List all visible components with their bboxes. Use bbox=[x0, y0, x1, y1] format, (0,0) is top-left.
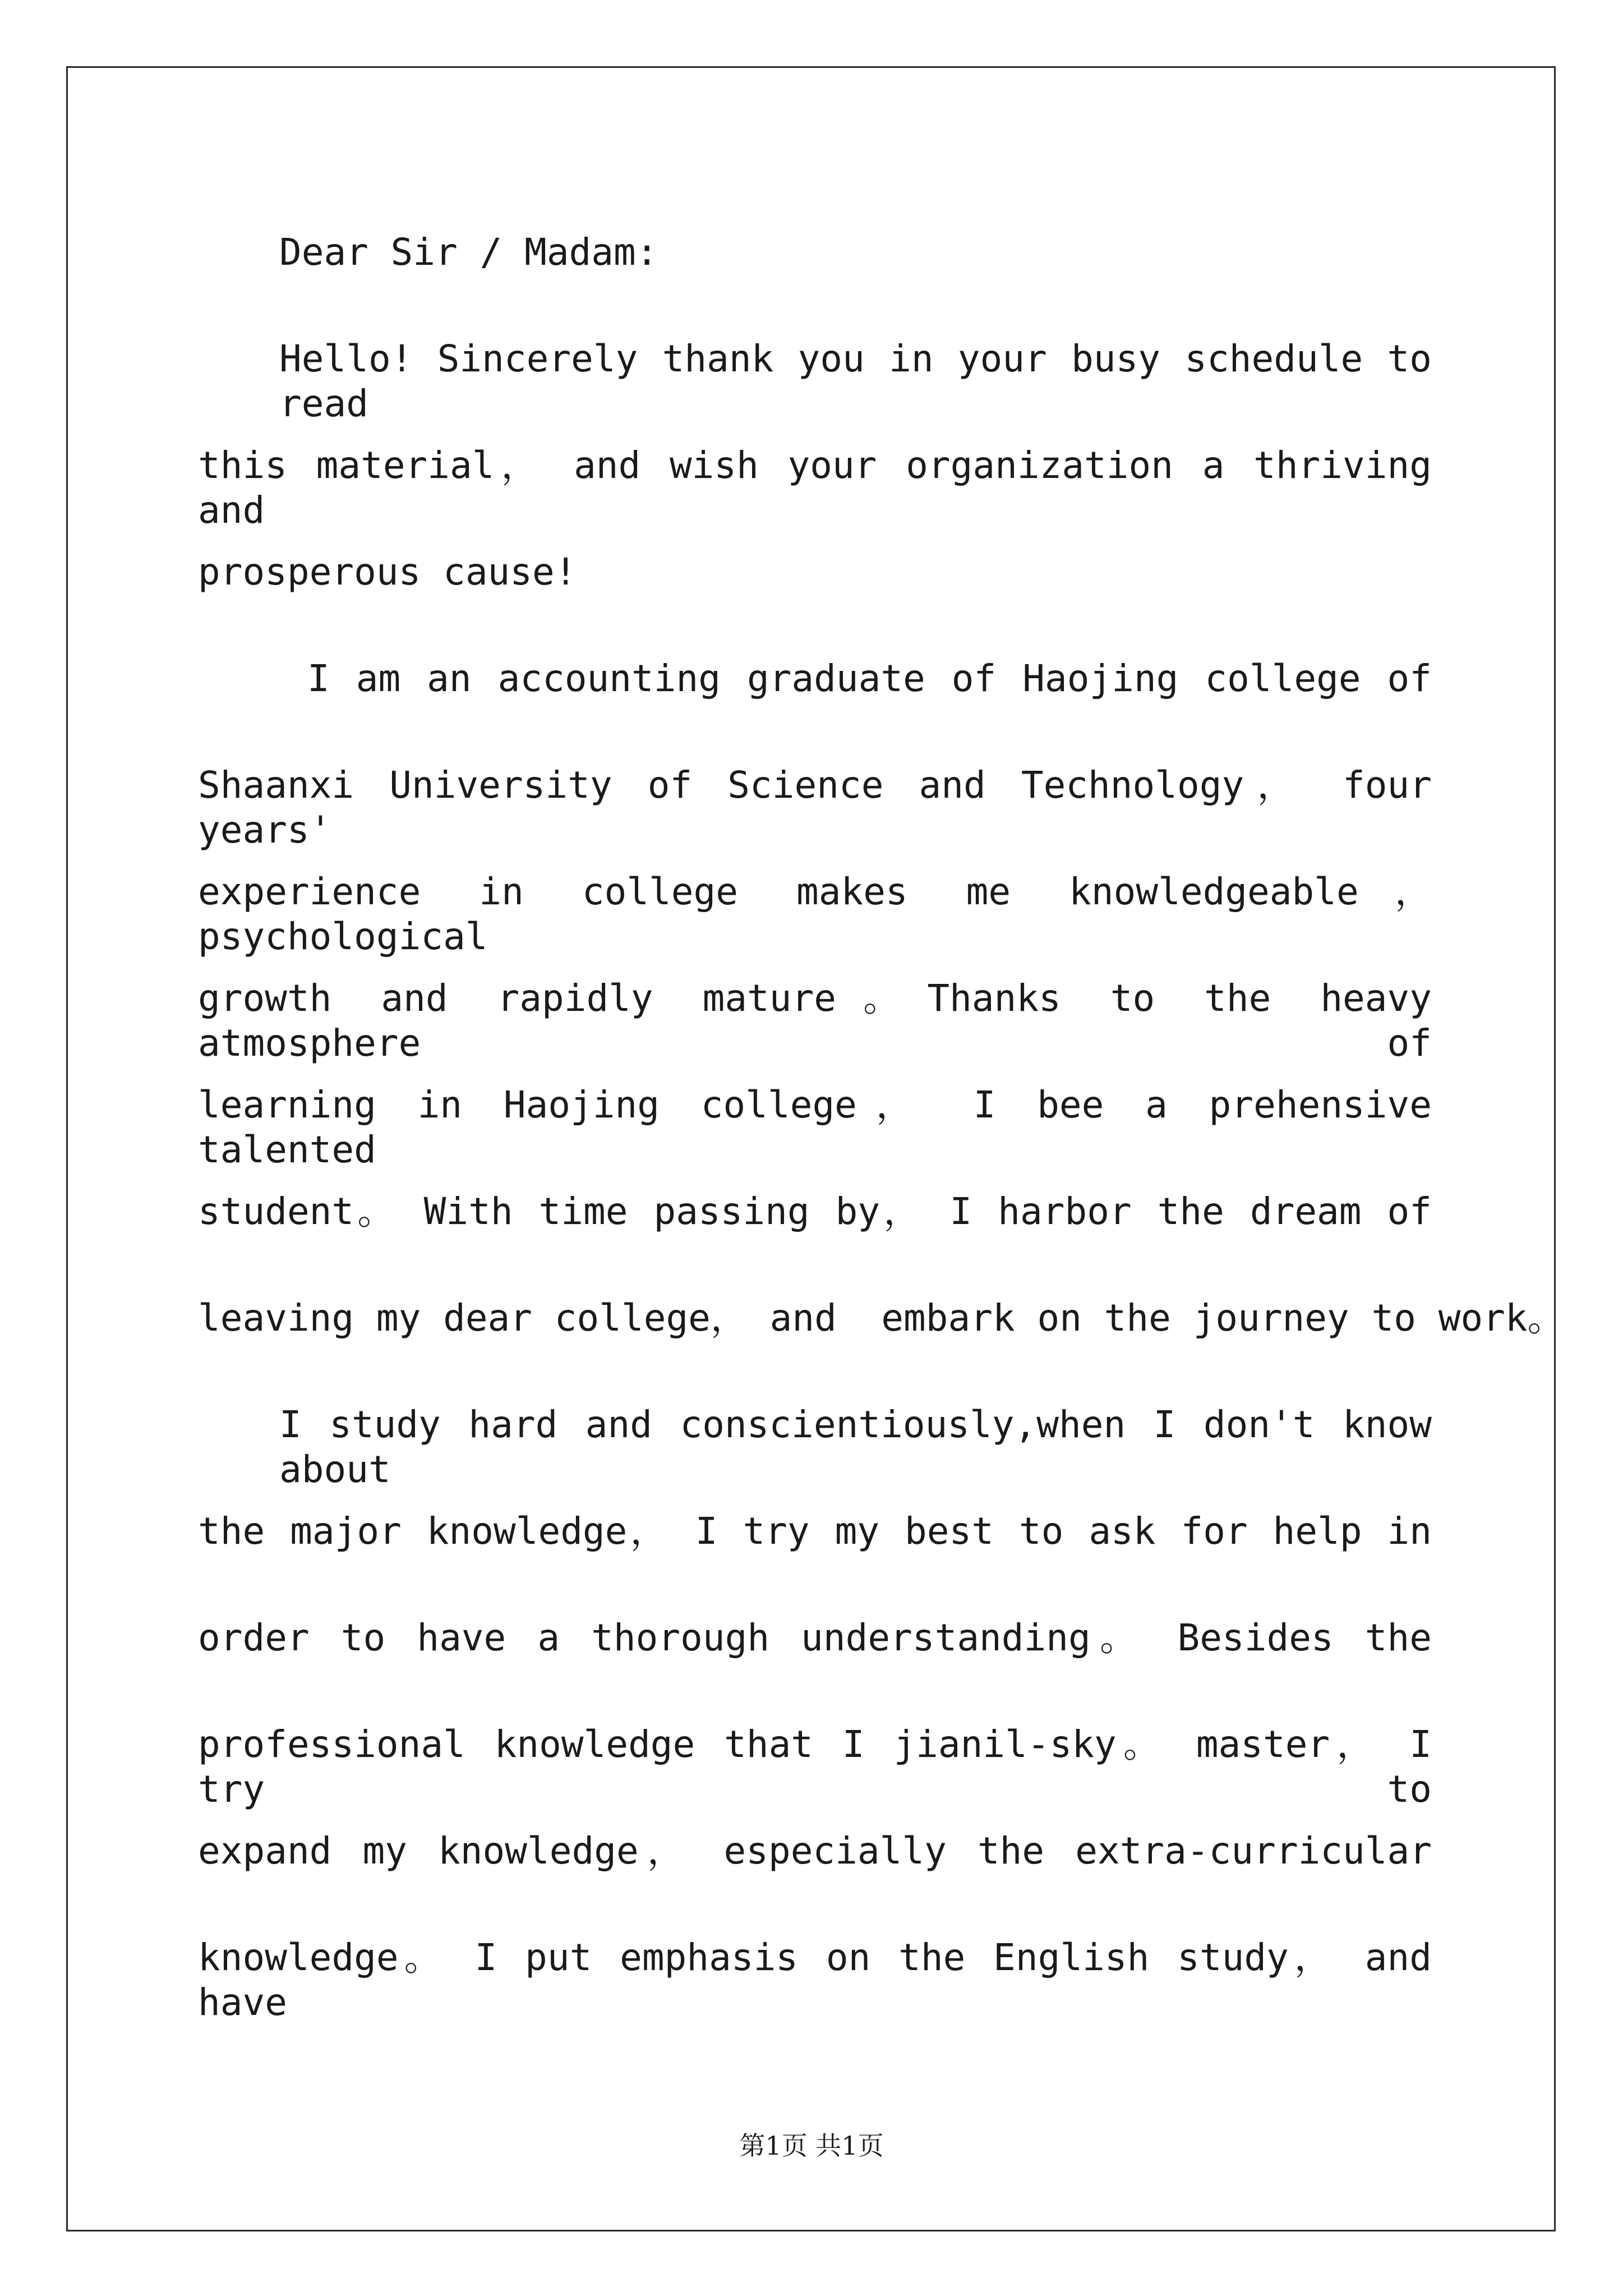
body-line: the major knowledge， I try my best to ask for help in bbox=[198, 1510, 1432, 1553]
body-line: leaving my dear college， and embark on the journey to work。 bbox=[198, 1296, 1565, 1340]
body-line: learning in Haojing college， I bee a prehensive talented bbox=[198, 1083, 1432, 1171]
body-line: I study hard and conscientiously,when I don't know about bbox=[279, 1403, 1432, 1491]
body-line: this material， and wish your organization a thriving and bbox=[198, 444, 1432, 532]
body-line: Shaanxi University of Science and Technology， four years' bbox=[198, 763, 1432, 852]
page-number-footer: 第1页 共1页 bbox=[739, 2131, 884, 2161]
body-line: experience in college makes me knowledgeable， psychological bbox=[198, 870, 1432, 958]
body-line: Hello! Sincerely thank you in your busy schedule to read bbox=[279, 337, 1432, 425]
body-line: growth and rapidly mature。Thanks to the heavy atmosphere of bbox=[198, 977, 1432, 1065]
body-line: I am an accounting graduate of Haojing college of bbox=[307, 657, 1432, 700]
body-line: expand my knowledge， especially the extra-curricular bbox=[198, 1829, 1432, 1872]
body-line: prosperous cause! bbox=[198, 550, 577, 593]
body-line: professional knowledge that I jianil-sky。 master， I try to bbox=[198, 1723, 1432, 1811]
body-line: knowledge。 I put emphasis on the English study， and have bbox=[198, 1936, 1432, 2024]
salutation: Dear Sir / Madam: bbox=[279, 231, 658, 274]
body-line: student。 With time passing by， I harbor the dream of bbox=[198, 1190, 1432, 1233]
body-line: order to have a thorough understanding。 Besides the bbox=[198, 1616, 1432, 1659]
